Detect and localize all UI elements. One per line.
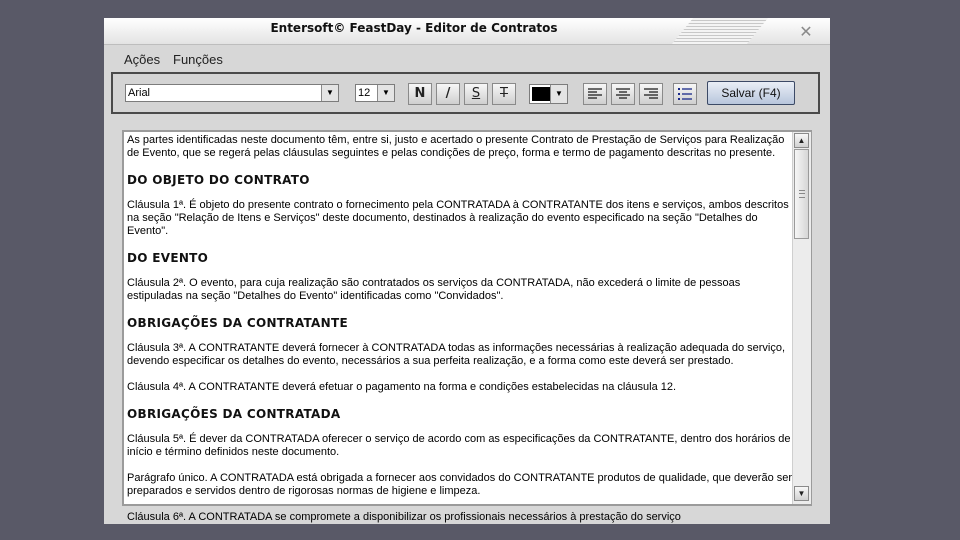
paragraph: Cláusula 1ª. É objeto do presente contrato o fornecimento pela CONTRATADA à CONTRATANTE dos itens e serviços, ambos descritos na seção "Relação de Itens e Serviços" deste documento, destinados à realização do evento especificado na seção "Detalhes do Evento". xyxy=(127,199,789,237)
paragraph: Cláusula 6ª. A CONTRATADA se compromete a disponibilizar os profissionais necessários à prestação do serviço xyxy=(127,511,681,523)
menu-funcoes[interactable]: Funções xyxy=(173,52,223,67)
font-size-select[interactable] xyxy=(355,84,395,102)
paragraph: As partes identificadas neste documento têm, entre si, justo e acertado o presente Contrato de Prestação de Serviços para Realização de Evento, que se regerá pelas cláusulas seguintes e pelas condições de preço, forma e termo de pagamento descritas no presente. xyxy=(127,134,785,159)
strikethrough-button[interactable]: T xyxy=(492,83,516,105)
font-family-select[interactable] xyxy=(125,84,339,102)
contract-text-editor[interactable] xyxy=(122,130,812,523)
paragraph: Cláusula 3ª. A CONTRATANTE deverá fornecer à CONTRATADA todas as informações necessárias à realização adequada do serviço, devendo especificar os detalhes do evento, necessários a sua perfeita realização, e a forma como este deverá ser prestado. xyxy=(127,342,786,367)
vertical-scrollbar[interactable] xyxy=(792,132,811,504)
chevron-down-icon[interactable]: ▼ xyxy=(377,85,394,101)
scroll-down-icon[interactable]: ▼ xyxy=(794,486,809,501)
font-family-value: Arial xyxy=(128,87,151,99)
editor-window xyxy=(104,18,830,524)
bold-button[interactable]: N xyxy=(408,83,432,105)
font-size-value: 12 xyxy=(358,87,371,99)
save-button[interactable]: Salvar (F4) xyxy=(707,81,795,105)
menu-acoes[interactable]: Ações xyxy=(124,52,161,67)
grip-icon xyxy=(799,190,805,198)
document-body[interactable] xyxy=(127,134,793,537)
paragraph: Cláusula 2ª. O evento, para cuja realização são contratados os serviços da CONTRATADA, não excederá o limite de pessoas estipuladas na seção "Detalhes do Evento" identificadas como "Convidados". xyxy=(127,277,741,302)
section-heading: OBRIGAÇÕES DA CONTRATADA xyxy=(127,407,341,421)
chevron-down-icon[interactable]: ▼ xyxy=(550,85,567,103)
scroll-up-icon[interactable]: ▲ xyxy=(794,133,809,148)
title-bar[interactable] xyxy=(104,18,830,45)
formatting-toolbar xyxy=(111,72,820,114)
paragraph: Parágrafo único. A CONTRATADA está obrigada a fornecer aos convidados do CONTRATANTE produtos de qualidade, que deverão ser preparados e servidos dentro de rigorosas normas de higiene e limpeza. xyxy=(127,472,793,497)
chevron-down-icon[interactable]: ▼ xyxy=(321,85,338,101)
align-center-icon xyxy=(615,87,631,101)
align-right-icon xyxy=(643,87,659,101)
bullet-list-button[interactable] xyxy=(673,83,697,105)
align-center-button[interactable] xyxy=(611,83,635,105)
close-button[interactable]: ✕ xyxy=(799,22,813,41)
scroll-thumb[interactable] xyxy=(794,149,809,239)
align-left-icon xyxy=(587,87,603,101)
window-title: Entersoft© FeastDay - Editor de Contratos xyxy=(270,21,558,35)
section-heading: DO OBJETO DO CONTRATO xyxy=(127,173,310,187)
align-right-button[interactable] xyxy=(639,83,663,105)
bullet-list-icon xyxy=(677,87,693,101)
align-left-button[interactable] xyxy=(583,83,607,105)
paragraph: Cláusula 5ª. É dever da CONTRATADA oferecer o serviço de acordo com as especificações da CONTRATANTE, dentro dos horários de início e término definidos neste documento. xyxy=(127,433,791,458)
section-heading: OBRIGAÇÕES DA CONTRATANTE xyxy=(127,316,348,330)
underline-button[interactable]: S xyxy=(464,83,488,105)
menu-bar xyxy=(104,48,830,70)
text-color-picker[interactable] xyxy=(529,84,568,104)
section-heading: DO EVENTO xyxy=(127,251,209,265)
paragraph: Cláusula 4ª. A CONTRATANTE deverá efetuar o pagamento na forma e condições estabelecidas na cláusula 12. xyxy=(127,381,677,393)
text-color-swatch xyxy=(532,87,552,101)
italic-button[interactable]: / xyxy=(436,83,460,105)
